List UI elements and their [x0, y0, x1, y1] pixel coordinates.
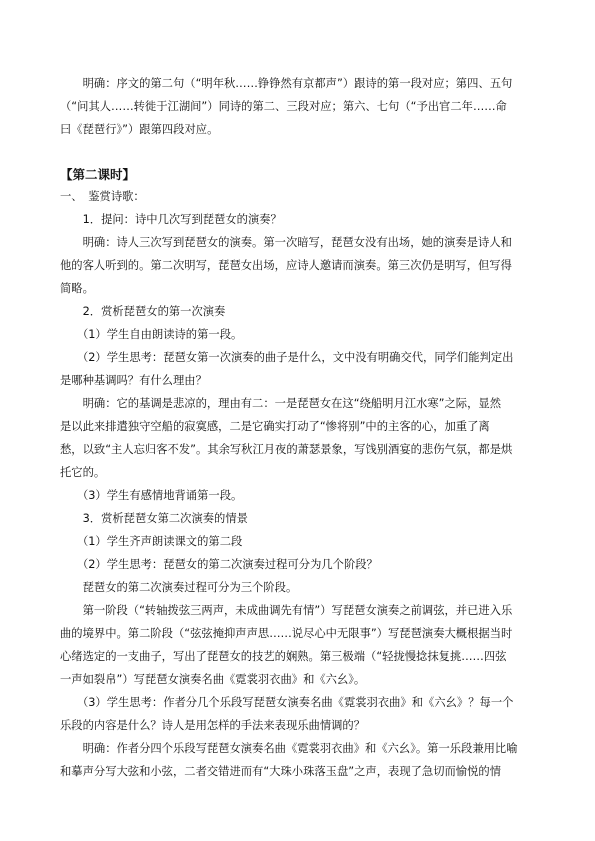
- paragraph-line: （1）学生自由朗读诗的第一段。: [60, 328, 243, 341]
- paragraph-line: 明确：它的基调是悲凉的，理由有二：一是琵琶女在这“绕船明月江水寒”之际，显然: [60, 397, 501, 410]
- paragraph-line: 托它的。: [60, 466, 106, 479]
- paragraph-line: 曲的境界中。第二阶段（“弦弦掩抑声声思……说尽心中无限事”）写琵琶演奏大概根据当时: [60, 627, 513, 640]
- paragraph-line: 简略。: [60, 282, 94, 295]
- paragraph-line: 明确：作者分四个乐段写琵琶女演奏名曲《霓裳羽衣曲》和《六幺》。第一乐段兼用比喻: [60, 742, 518, 755]
- paragraph-line: 他的客人听到的。第二次明写，琵琶女出场，应诗人邀请而演奏。第三次仍是明写，但写得: [60, 259, 512, 272]
- paragraph-line: 是以此来排遣独守空船的寂寞感，二是它确实打动了“惨将别”中的主客的心，加重了离: [60, 420, 490, 433]
- paragraph-line: 第一阶段（“转轴拨弦三两声，未成曲调先有情”）写琵琶女演奏之前调弦，并已进入乐: [60, 604, 513, 617]
- section-heading: 【第二课时】: [60, 167, 136, 182]
- paragraph-line: 明确：序文的第二句（“明年秋……铮铮然有京都声”）跟诗的第一段对应；第四、五句: [60, 77, 513, 90]
- question-line: 3．赏析琵琶女第二次演奏的情景: [60, 512, 248, 525]
- paragraph-line: （3）学生有感情地背诵第一段。: [60, 489, 243, 502]
- paragraph-line: （1）学生齐声朗读课文的第二段: [60, 535, 243, 548]
- paragraph-line: （2）学生思考：琵琶女第一次演奏的曲子是什么，文中没有明确交代，同学们能判定出: [60, 351, 514, 364]
- paragraph-line: 琵琶女的第二次演奏过程可分为三个阶段。: [60, 581, 298, 594]
- paragraph-line: （“问其人……转徙于江湖间”）同诗的第二、三段对应；第六、七句（“予出官二年……命: [60, 100, 507, 113]
- section-subheading: 一、 鉴赏诗歌：: [60, 190, 145, 203]
- paragraph-line: 是哪种基调吗？有什么理由？: [60, 374, 207, 387]
- paragraph-line: 曰《琵琶行》”）跟第四段对应。: [60, 123, 219, 136]
- paragraph-line: 乐段的内容是什么？诗人是用怎样的手法来表现乐曲情调的？: [60, 719, 366, 732]
- question-line: 1．提问：诗中几次写到琵琶女的演奏？: [60, 213, 282, 226]
- paragraph-line: 心绪选定的一支曲子，写出了琵琶女的技艺的娴熟。第三极端（“轻拢慢捻抹复挑……四弦: [60, 650, 507, 663]
- paragraph-line: 和摹声分写大弦和小弦，二者交错进而有“大珠小珠落玉盘”之声，表现了急切而愉悦的情: [60, 765, 501, 778]
- paragraph-line: （3）学生思考：作者分几个乐段写琵琶女演奏名曲《霓裳羽衣曲》和《六幺》？每一个: [60, 696, 514, 709]
- paragraph-line: （2）学生思考：琵琶女的第二次演奏过程可分为几个阶段？: [60, 558, 378, 571]
- question-line: 2．赏析琵琶女的第一次演奏: [60, 305, 226, 318]
- paragraph-line: 愁，以致“主人忘归客不发”。其余写秋江月夜的萧瑟景象，写饯别酒宴的悲伤气氛，都是烘: [60, 443, 513, 456]
- paragraph-line: 明确：诗人三次写到琵琶女的演奏。第一次暗写，琵琶女没有出场，她的演奏是诗人和: [60, 236, 512, 249]
- paragraph-line: 一声如裂帛”）写琵琶女演奏名曲《霓裳羽衣曲》和《六幺》。: [60, 673, 366, 686]
